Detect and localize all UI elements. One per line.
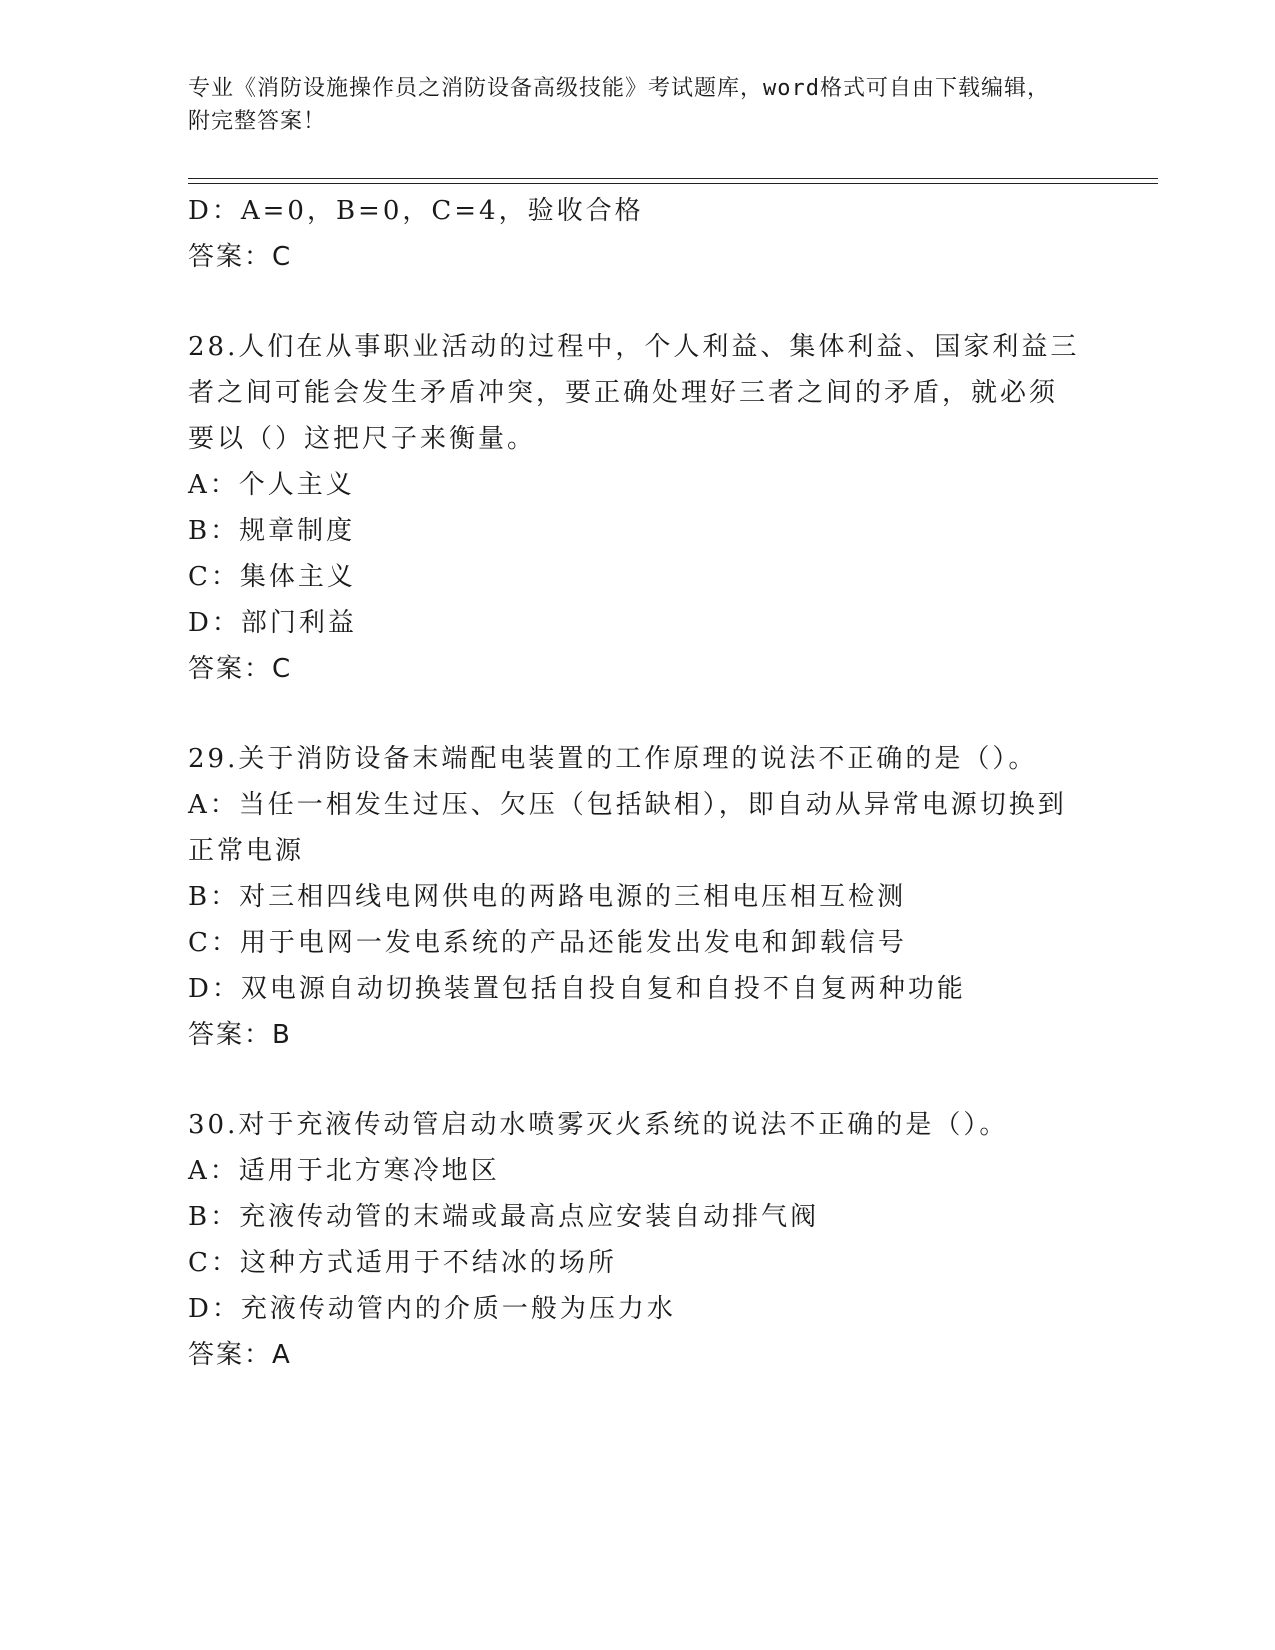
answer: 答案：C	[188, 654, 293, 684]
option-b: B：充液传动管的末端或最高点应安装自动排气阀	[188, 1202, 820, 1232]
option-d: D：A=0，B=0，C=4，验收合格	[188, 196, 644, 226]
spacer	[188, 1058, 1088, 1102]
question-text-line: 28.人们在从事职业活动的过程中，个人利益、集体利益、国家利益三	[188, 332, 1080, 362]
question-text-line: 要以（）这把尺子来衡量。	[188, 424, 537, 454]
question-28	[188, 324, 1088, 692]
option-c: C：集体主义	[188, 562, 356, 592]
answer: 答案：B	[188, 1020, 292, 1050]
document-header: 专业《消防设施操作员之消防设备高级技能》考试题库，word格式可自由下载编辑，附完整答案！	[188, 76, 1050, 134]
question-30	[188, 1102, 1088, 1378]
question-29	[188, 736, 1088, 1058]
option-c: C：用于电网一发电系统的产品还能发出发电和卸载信号	[188, 928, 907, 958]
option-c: C：这种方式适用于不结冰的场所	[188, 1248, 617, 1278]
spacer	[188, 280, 1088, 324]
spacer	[188, 692, 1088, 736]
option-a-continued: 正常电源	[188, 836, 305, 866]
answer: 答案：A	[188, 1340, 292, 1370]
header-rule-top	[188, 178, 1158, 179]
option-d: D：充液传动管内的介质一般为压力水	[188, 1294, 676, 1324]
question-text: 30.对于充液传动管启动水喷雾灭火系统的说法不正确的是（）。	[188, 1110, 1009, 1140]
header-rule-bottom	[188, 183, 1158, 184]
option-a: A：适用于北方寒冷地区	[188, 1156, 500, 1186]
question-list	[188, 188, 1088, 1378]
answer: 答案：C	[188, 242, 293, 272]
option-a: A：当任一相发生过压、欠压（包括缺相），即自动从异常电源切换到	[188, 790, 1067, 820]
question-text-line: 者之间可能会发生矛盾冲突，要正确处理好三者之间的矛盾，就必须	[188, 378, 1059, 408]
option-b: B：对三相四线电网供电的两路电源的三相电压相互检测	[188, 882, 907, 912]
question-27-tail	[188, 188, 1088, 280]
option-d: D：双电源自动切换装置包括自投自复和自投不自复两种功能	[188, 974, 966, 1004]
option-d: D：部门利益	[188, 608, 357, 638]
option-a: A：个人主义	[188, 470, 355, 500]
question-text: 29.关于消防设备末端配电装置的工作原理的说法不正确的是（）。	[188, 744, 1038, 774]
option-b: B：规章制度	[188, 516, 356, 546]
